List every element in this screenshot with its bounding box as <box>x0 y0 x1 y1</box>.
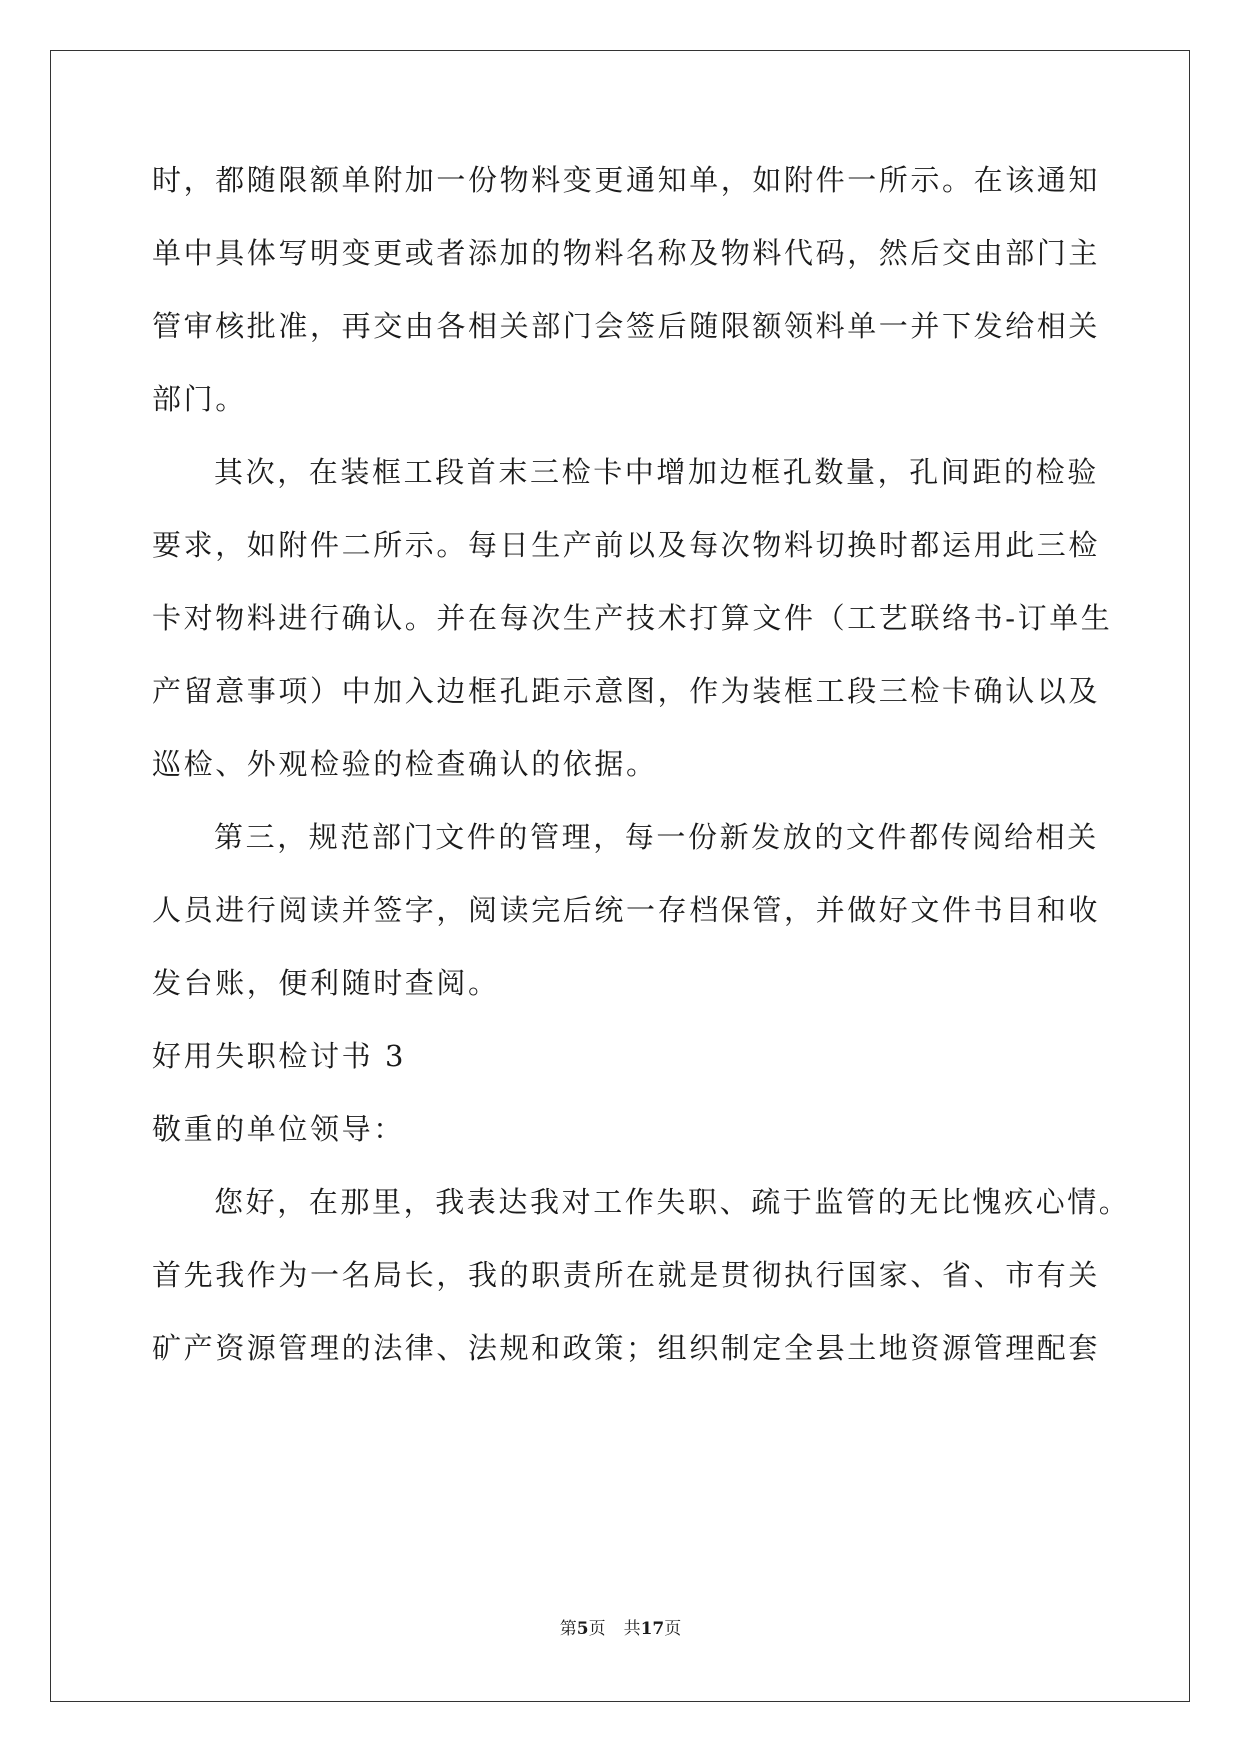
text-line: 部门。 <box>152 382 247 416</box>
text-line: 矿产资源管理的法律、法规和政策；组织制定全县土地资源管理配套 <box>152 1331 1101 1365</box>
text-line: 管审核批准，再交由各相关部门会签后随限额领料单一并下发给相关 <box>152 309 1101 343</box>
footer-total-prefix: 共 <box>623 1619 641 1639</box>
text-line: 首先我作为一名局长，我的职责所在就是贯彻执行国家、省、市有关 <box>152 1258 1101 1292</box>
section-title: 好用失职检讨书 3 <box>152 1039 407 1073</box>
page-footer <box>0 1614 1241 1639</box>
text-line: 巡检、外观检验的检查确认的依据。 <box>152 747 658 781</box>
text-line: 发台账，便利随时查阅。 <box>152 966 500 1000</box>
footer-total-suffix: 页 <box>664 1619 682 1639</box>
text-line: 单中具体写明变更或者添加的物料名称及物料代码，然后交由部门主 <box>152 236 1101 270</box>
text-line: 产留意事项）中加入边框孔距示意图，作为装框工段三检卡确认以及 <box>152 674 1101 708</box>
text-line: 要求，如附件二所示。每日生产前以及每次物料切换时都运用此三检 <box>152 528 1101 562</box>
paragraph-start-line: 第三，规范部门文件的管理，每一份新发放的文件都传阅给相关 <box>214 820 1099 854</box>
footer-page-suffix: 页 <box>588 1619 606 1639</box>
paragraph-start-line: 其次，在装框工段首末三检卡中增加边框孔数量，孔间距的检验 <box>214 455 1099 489</box>
text-line: 卡对物料进行确认。并在每次生产技术打算文件（工艺联络书-订单生 <box>152 601 1113 635</box>
current-page-number: 5 <box>576 1619 589 1639</box>
footer-prefix: 第 <box>559 1619 577 1639</box>
page-border <box>50 50 1190 1702</box>
total-pages-number: 17 <box>640 1619 665 1639</box>
text-line: 时，都随限额单附加一份物料变更通知单，如附件一所示。在该通知 <box>152 163 1101 197</box>
salutation: 敬重的单位领导： <box>152 1112 405 1146</box>
text-line: 人员进行阅读并签字，阅读完后统一存档保管，并做好文件书目和收 <box>152 893 1101 927</box>
paragraph-start-line: 您好，在那里，我表达我对工作失职、疏于监管的无比愧疚心情。 <box>214 1185 1131 1219</box>
